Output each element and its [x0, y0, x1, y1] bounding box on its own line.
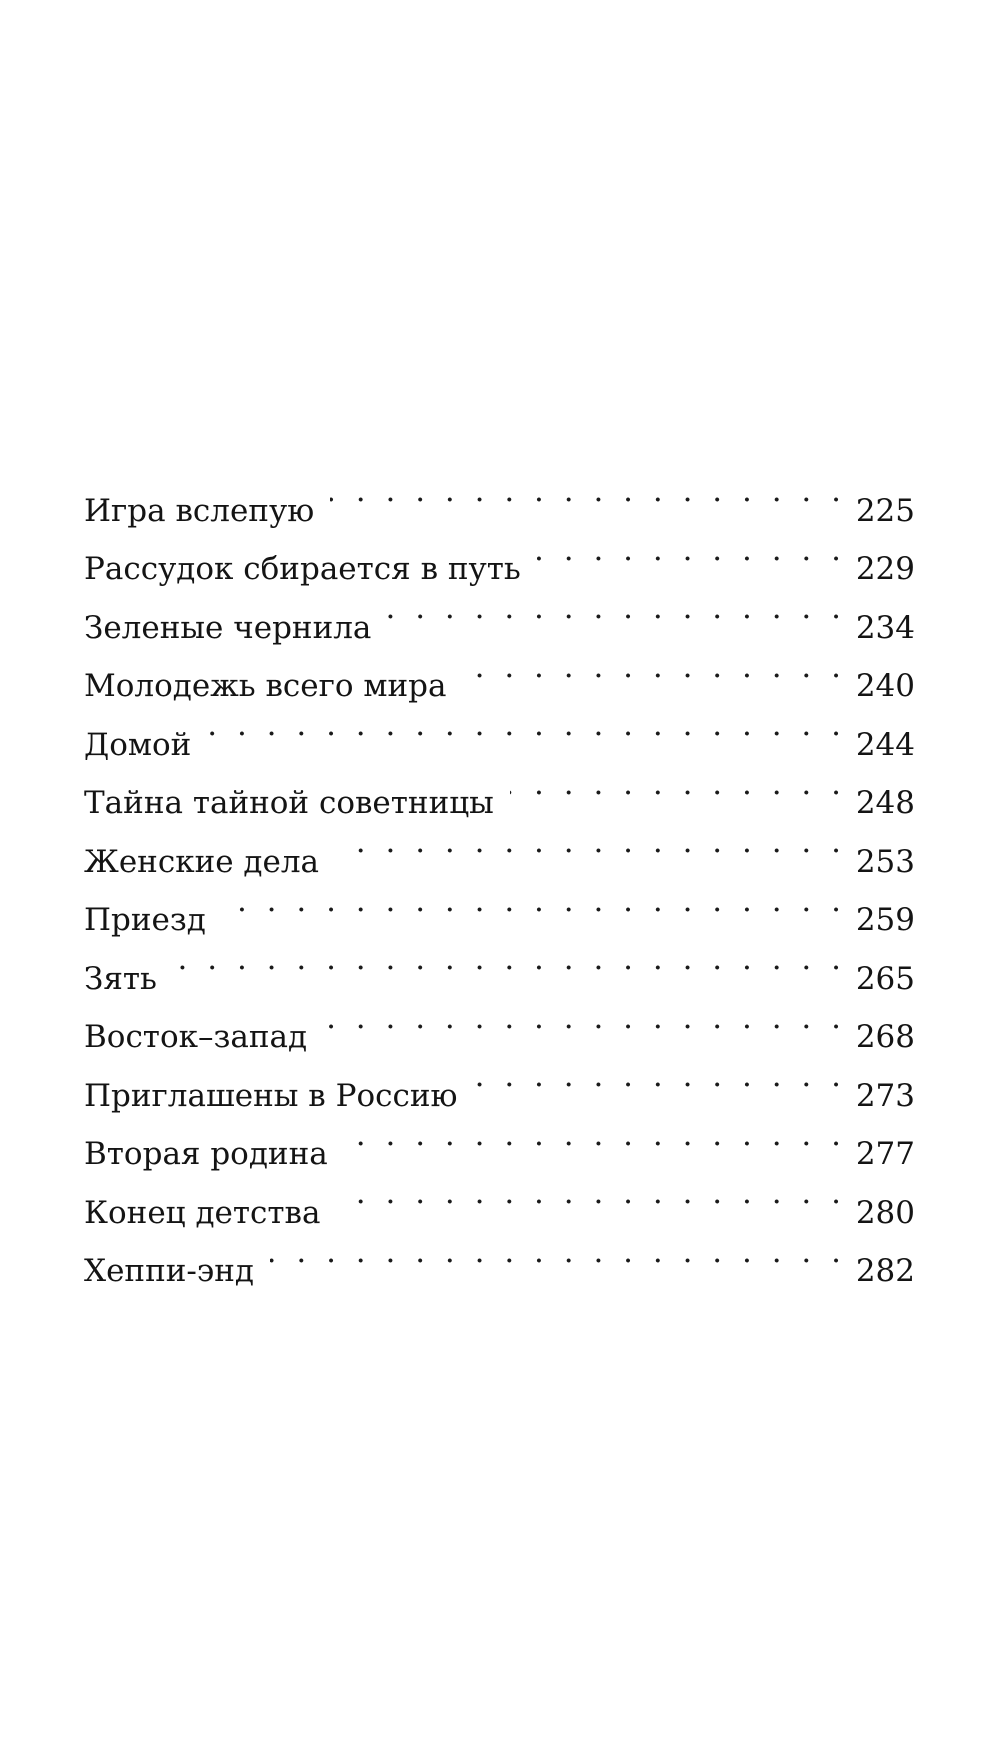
- toc-entry[interactable]: [84, 696, 915, 763]
- toc-entry-page: 273: [855, 1077, 915, 1114]
- dot-leader: [335, 813, 841, 872]
- toc-entry-page: 282: [855, 1253, 915, 1289]
- table-of-contents: [84, 462, 915, 1289]
- dot-leader: [270, 1223, 841, 1282]
- dot-leader: [387, 579, 841, 638]
- toc-entry-page: 265: [855, 960, 915, 997]
- dot-leader: [344, 1106, 841, 1165]
- dot-leader: [222, 872, 841, 931]
- toc-entry-title: Вторая родина: [84, 1136, 328, 1172]
- toc-entry-page: 268: [855, 1019, 915, 1055]
- toc-entry-title: Рассудок сбирается в путь: [84, 551, 521, 587]
- toc-entry-page: 248: [855, 785, 915, 821]
- toc-entry-page: 240: [855, 668, 915, 704]
- toc-entry-page: 280: [855, 1194, 915, 1231]
- dot-leader: [323, 989, 841, 1048]
- dot-leader: [173, 930, 841, 989]
- toc-entry-title: Зеленые чернила: [84, 609, 372, 646]
- toc-entry-page: 253: [855, 843, 915, 880]
- toc-entry-page: 234: [855, 609, 915, 646]
- toc-entry-title: Хеппи-энд: [84, 1253, 254, 1289]
- toc-entry[interactable]: [84, 930, 915, 997]
- toc-entry[interactable]: [84, 755, 915, 821]
- toc-entry-title: Восток–запад: [84, 1019, 308, 1055]
- toc-entry-page: 225: [855, 492, 915, 529]
- toc-entry-title: Женские дела: [84, 843, 320, 880]
- toc-entry-title: Домой: [84, 726, 192, 763]
- toc-entry-title: Приезд: [84, 902, 206, 938]
- toc-entry-title: Игра вслепую: [84, 492, 315, 529]
- dot-leader: [330, 462, 841, 521]
- toc-entry-title: Конец детства: [84, 1194, 321, 1231]
- toc-entry-title: Молодежь всего мира: [84, 668, 447, 704]
- dot-leader: [537, 521, 841, 580]
- dot-leader: [510, 755, 841, 814]
- toc-entry-page: 277: [855, 1136, 915, 1172]
- toc-entry[interactable]: [84, 989, 915, 1055]
- dot-leader: [207, 696, 841, 755]
- toc-entry-page: 259: [855, 902, 915, 938]
- dot-leader: [462, 638, 841, 697]
- toc-entry-title: Приглашены в Россию: [84, 1077, 458, 1114]
- toc-entry-title: Тайна тайной советницы: [84, 785, 494, 821]
- toc-entry-title: Зять: [84, 960, 157, 997]
- toc-entry[interactable]: [84, 462, 915, 529]
- dot-leader: [474, 1047, 841, 1106]
- toc-entry-page: 244: [855, 726, 915, 763]
- toc-entry-page: 229: [855, 551, 915, 587]
- dot-leader: [336, 1164, 841, 1223]
